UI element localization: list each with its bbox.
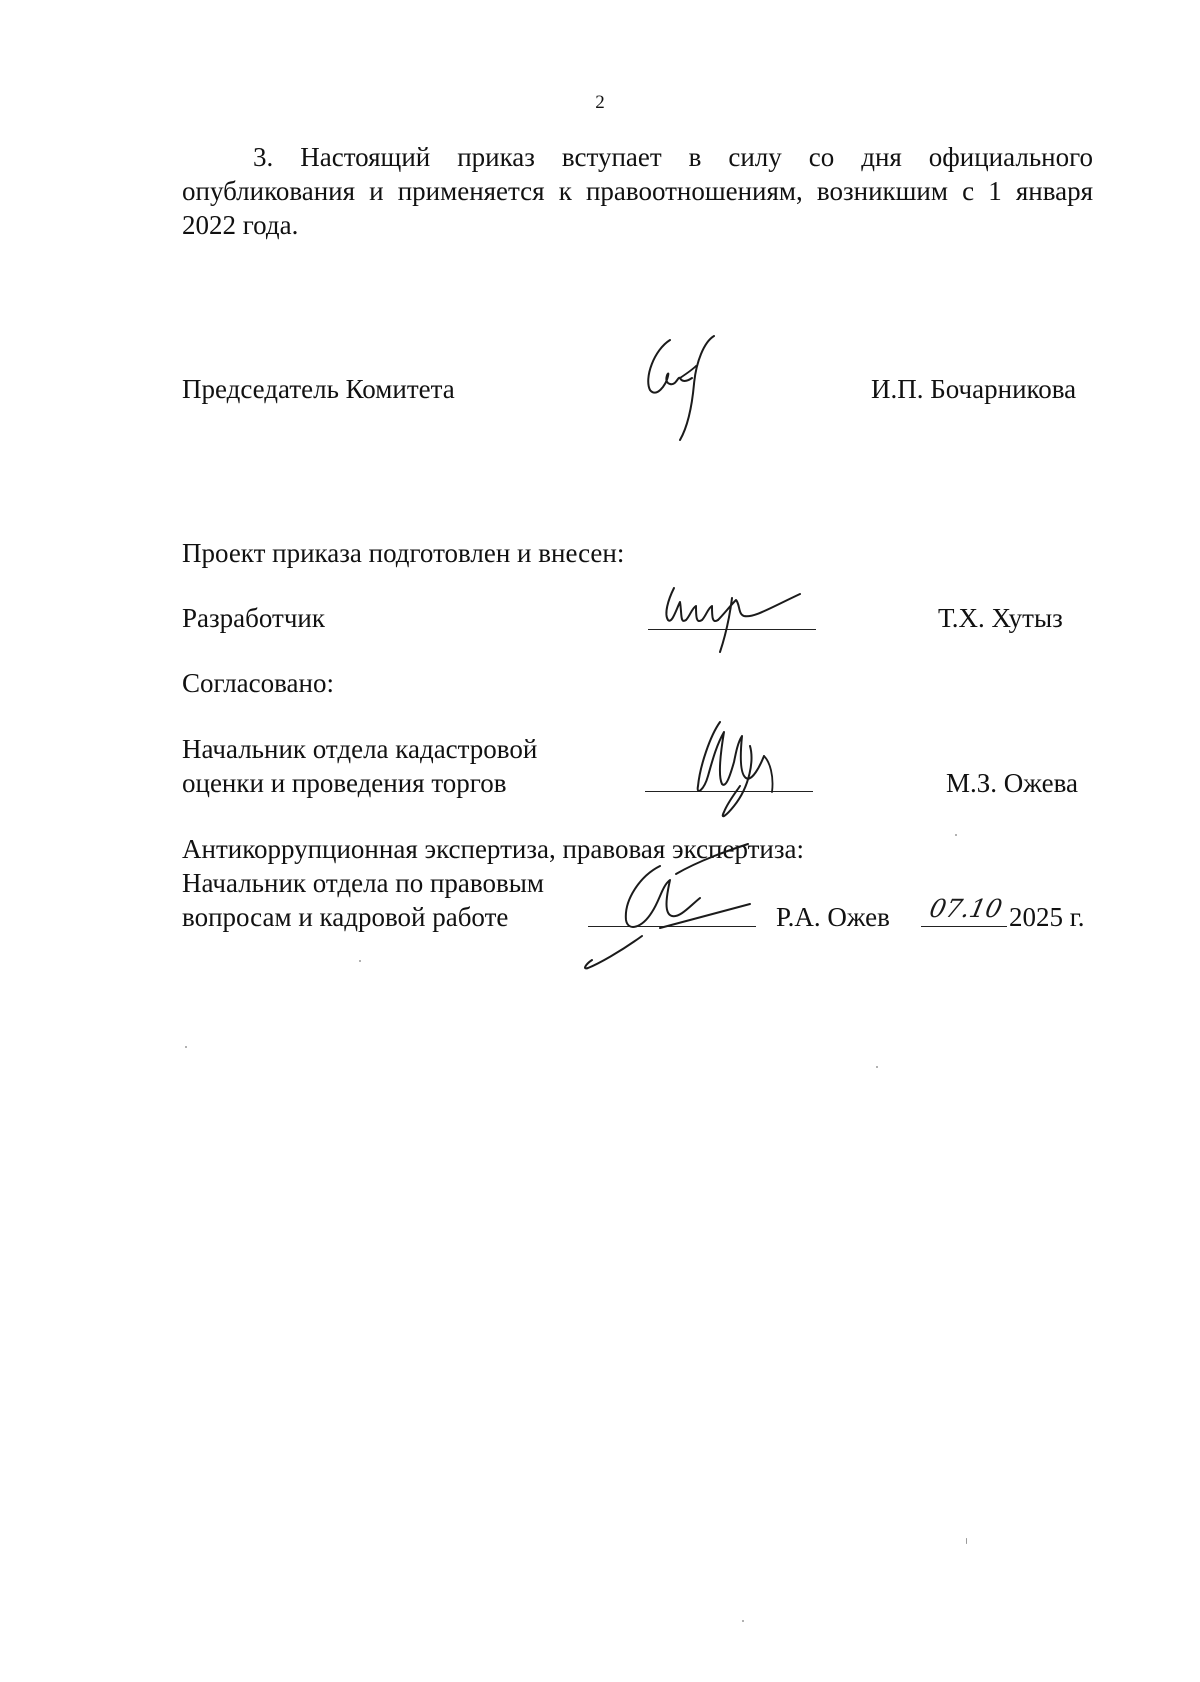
chairman-signature (640, 332, 730, 444)
scan-speck (359, 960, 361, 962)
cadastral-head-signature (680, 716, 790, 826)
paragraph-line-1: 3. Настоящий приказ вступает в силу со дня официального (253, 142, 1093, 172)
cadastral-head-position-line-1: Начальник отдела кадастровой (182, 734, 538, 764)
developer-signature-line (648, 629, 816, 630)
chairman-position: Председатель Комитета (182, 374, 455, 404)
legal-head-signature-line (588, 926, 756, 927)
date-underline (921, 926, 1007, 927)
developer-position: Разработчик (182, 603, 325, 633)
project-note: Проект приказа подготовлен и внесен: (182, 538, 625, 568)
scan-speck (876, 1066, 878, 1068)
page-number: 2 (595, 92, 605, 113)
developer-name: Т.Х. Хутыз (938, 603, 1063, 633)
date-year: 2025 г. (1009, 902, 1085, 932)
cadastral-head-position-line-2: оценки и проведения торгов (182, 768, 507, 798)
cadastral-head-signature-line (645, 791, 813, 792)
paragraph-line-3: 2022 года. (182, 210, 299, 240)
handwritten-date: 07.10 (927, 894, 1005, 923)
legal-head-name: Р.А. Ожев (776, 902, 890, 932)
scan-speck (742, 1620, 744, 1622)
scan-speck (966, 1538, 967, 1544)
paragraph-line-2: опубликования и применяется к правоотношениям, возникшим с 1 января (182, 176, 1093, 206)
cadastral-head-name: М.З. Ожева (946, 768, 1078, 798)
legal-head-position-line-1: Начальник отдела по правовым (182, 868, 544, 898)
scan-speck (185, 1046, 187, 1048)
legal-head-position-line-2: вопросам и кадровой работе (182, 902, 509, 932)
legal-review-heading: Антикоррупционная экспертиза, правовая экспертиза: (182, 834, 805, 864)
developer-signature (650, 580, 820, 660)
agreed-label: Согласовано: (182, 668, 334, 698)
scan-speck (955, 834, 957, 836)
chairman-name: И.П. Бочарникова (871, 374, 1077, 404)
